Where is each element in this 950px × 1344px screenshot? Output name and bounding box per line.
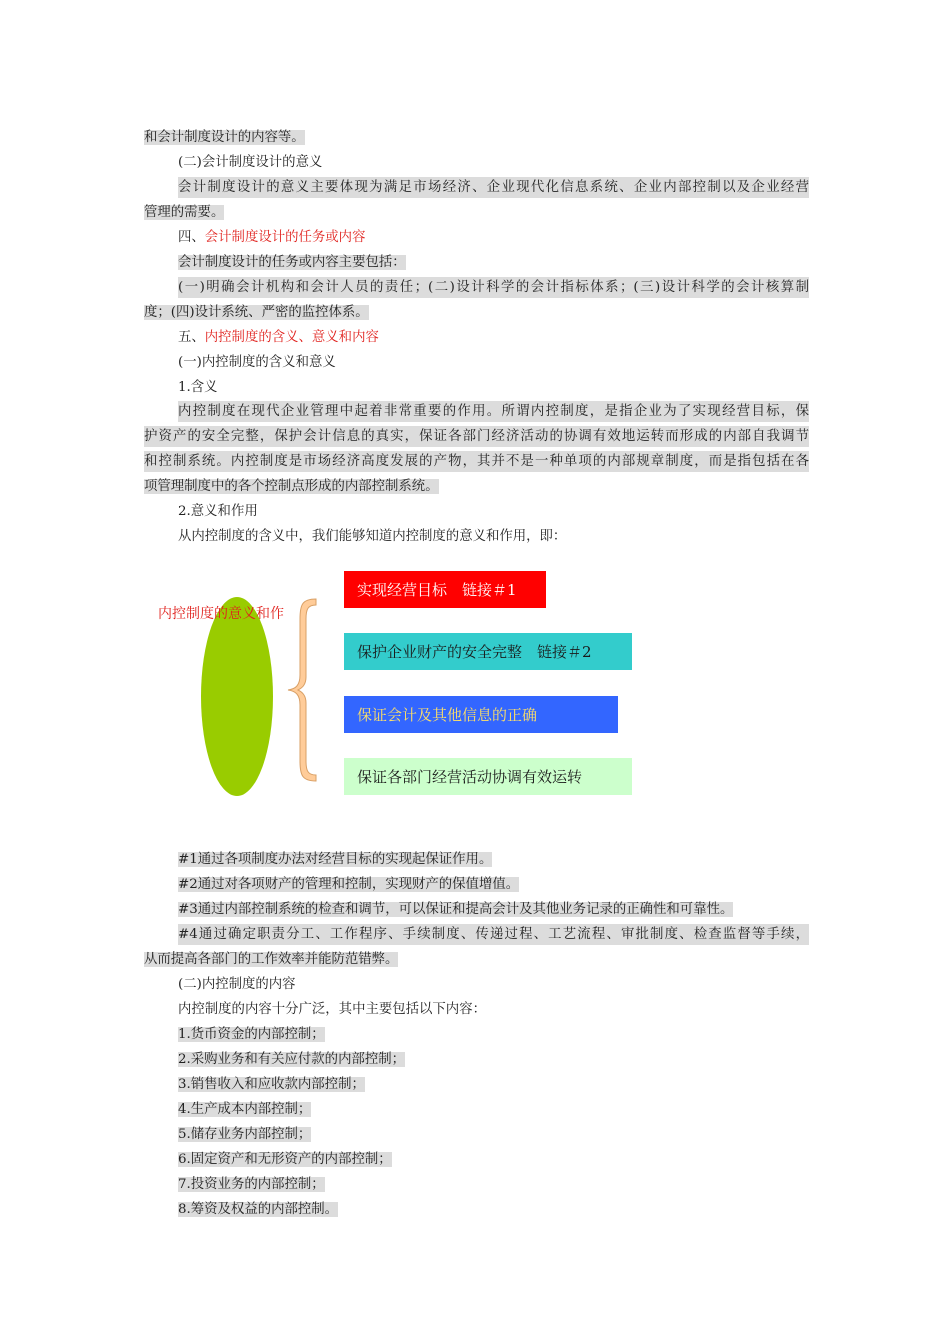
list-item: 3.销售收入和应收款内部控制； — [178, 1077, 365, 1092]
diagram-box-assets: 保护企业财产的安全完整 链接＃2 — [344, 633, 632, 670]
paragraph-line: 和会计制度设计的内容等。 — [144, 130, 305, 145]
list-item: 6.固定资产和无形资产的内部控制； — [178, 1152, 392, 1167]
green-ellipse-shape — [201, 597, 273, 796]
paragraph-line: 内控制度在现代企业管理中起着非常重要的作用。所谓内控制度，是指企业为了实现经营目标，保 — [178, 401, 809, 422]
list-item: 7.投资业务的内部控制； — [178, 1177, 325, 1192]
section-heading: 五、内控制度的含义、意义和内容 — [178, 330, 379, 345]
paragraph-line: 会计制度设计的任务或内容主要包括： — [178, 255, 406, 270]
subheading: (一)内控制度的含义和意义 — [178, 355, 336, 370]
note-line: #4通过确定职责分工、工作程序、手续制度、传递过程、工艺流程、审批制度、检查监督等手续， — [178, 924, 809, 945]
list-item: 2.采购业务和有关应付款的内部控制； — [178, 1052, 406, 1067]
paragraph-line: (一)明确会计机构和会计人员的责任；(二)设计科学的会计指标体系；(三)设计科学的会计核算制 — [178, 277, 809, 298]
note-line: #1通过各项制度办法对经营目标的实现起保证作用。 — [178, 852, 493, 867]
diagram-box-operations: 保证各部门经营活动协调有效运转 — [344, 758, 632, 795]
subheading: (二)会计制度设计的意义 — [178, 155, 323, 170]
subheading: 2.意义和作用 — [178, 504, 258, 519]
subheading: (二)内控制度的内容 — [178, 977, 296, 992]
paragraph-line: 从内控制度的含义中，我们能够知道内控制度的意义和作用，即： — [178, 529, 567, 544]
diagram-title: 内控制度的意义和作 — [158, 606, 284, 622]
paragraph-line: 项管理制度中的各个控制点形成的内部控制系统。 — [144, 479, 439, 494]
paragraph-line: 内控制度的内容十分广泛，其中主要包括以下内容： — [178, 1002, 486, 1017]
paragraph-line: 度；(四)设计系统、严密的监控体系。 — [144, 305, 369, 320]
list-item: 1.货币资金的内部控制； — [178, 1027, 325, 1042]
note-line: 从而提高各部门的工作效率并能防范错弊。 — [144, 952, 399, 967]
paragraph-line: 护资产的安全完整，保护会计信息的真实，保证各部门经济活动的协调有效地运转而形成的内部自我调节 — [144, 426, 809, 447]
diagram-box-info: 保证会计及其他信息的正确 — [344, 696, 618, 733]
diagram-box-goal: 实现经营目标 链接＃1 — [344, 571, 546, 608]
curly-brace-icon — [284, 597, 318, 783]
paragraph-line: 管理的需要。 — [144, 205, 225, 220]
section-heading: 四、会计制度设计的任务或内容 — [178, 230, 366, 245]
paragraph-line: 和控制系统。内控制度是市场经济高度发展的产物，其并不是一种单项的内部规章制度，而是指包括在各 — [144, 451, 809, 472]
note-line: #3通过内部控制系统的检查和调节，可以保证和提高会计及其他业务记录的正确性和可靠性。 — [178, 902, 734, 917]
paragraph-line: 会计制度设计的意义主要体现为满足市场经济、企业现代化信息系统、企业内部控制以及企业经营 — [178, 177, 809, 198]
list-item: 5.储存业务内部控制； — [178, 1127, 312, 1142]
note-line: #2通过对各项财产的管理和控制，实现财产的保值增值。 — [178, 877, 520, 892]
list-item: 4.生产成本内部控制； — [178, 1102, 312, 1117]
list-item: 8.筹资及权益的内部控制。 — [178, 1202, 339, 1217]
subheading: 1.含义 — [178, 380, 218, 395]
